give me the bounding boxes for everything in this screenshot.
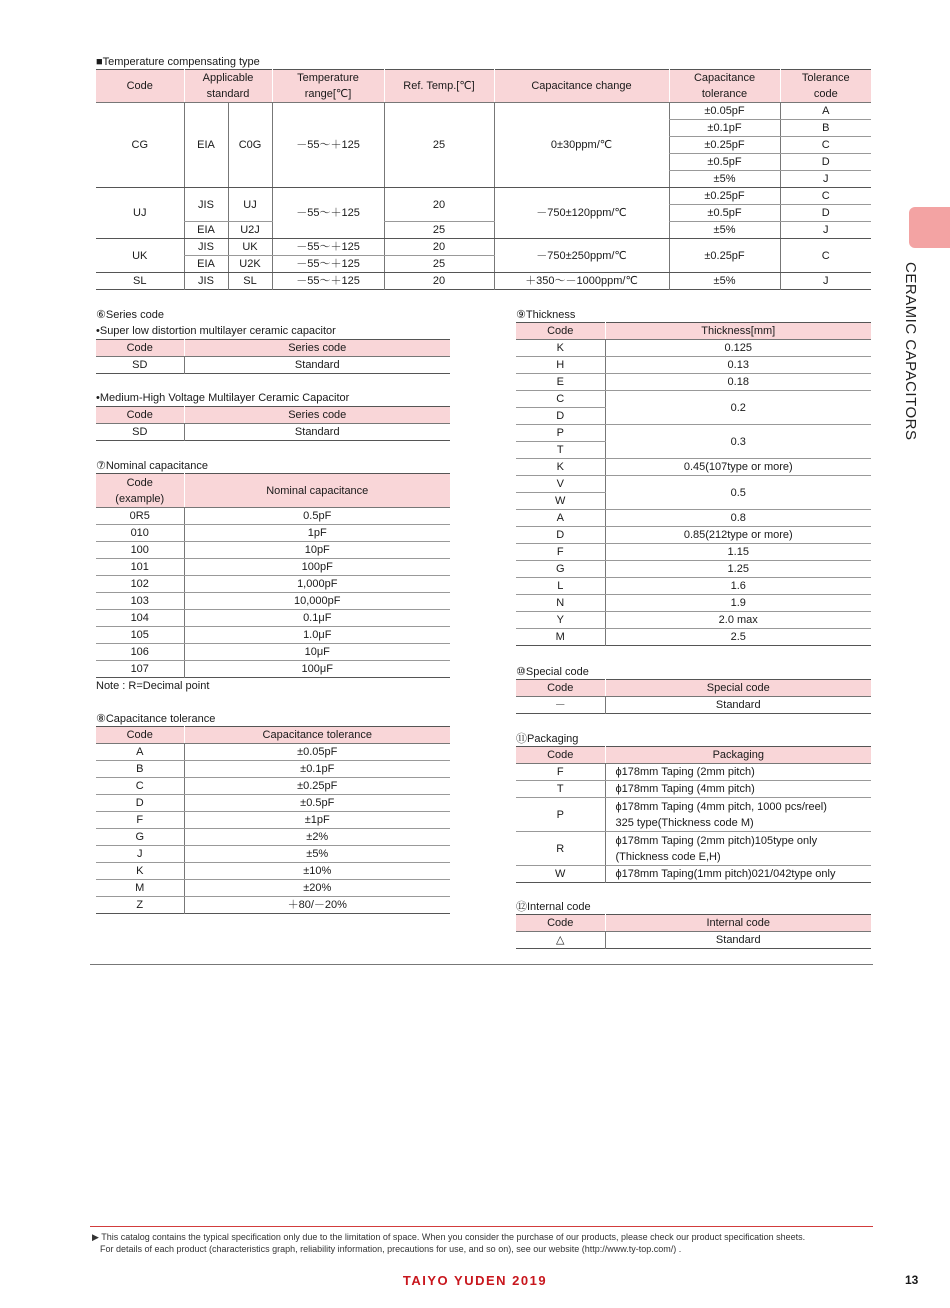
table-row: T	[516, 442, 871, 459]
cap-tolerance-title: ⑧Capacitance tolerance	[96, 713, 216, 725]
table-row: 105 1.0μF	[96, 627, 450, 644]
table-row: 106 10μF	[96, 644, 450, 661]
col-code: Code	[96, 727, 184, 744]
table-row: F ϕ178mm Taping (2mm pitch)	[516, 764, 871, 781]
table-row: P 0.3	[516, 425, 871, 442]
table-row: 103 10,000pF	[96, 593, 450, 610]
table-row: H 0.13	[516, 357, 871, 374]
table-row: K 0.45(107type or more)	[516, 459, 871, 476]
table-row: 100 10pF	[96, 542, 450, 559]
table-row: F ±1pF	[96, 812, 450, 829]
col-thickness: Thickness[mm]	[605, 323, 871, 340]
table-row: G ±2%	[96, 829, 450, 846]
table-row: － Standard	[516, 697, 871, 714]
table-row: 0R5 0.5pF	[96, 508, 450, 525]
table-row: K ±10%	[96, 863, 450, 880]
table-row: CG EIA C0G －55～＋125 25 0±30ppm/℃ ±0.05pF A	[96, 103, 871, 120]
table-row: △ Standard	[516, 932, 871, 949]
col-cap-tolerance: Capacitance tolerance	[669, 70, 780, 103]
table-row: Y 2.0 max	[516, 612, 871, 629]
series-code-table-2	[96, 406, 450, 441]
side-tab	[909, 207, 950, 248]
col-standard: Applicable standard	[184, 70, 272, 103]
table-row: 104 0.1μF	[96, 610, 450, 627]
col-series-code: Series code	[184, 407, 450, 424]
table-row: D	[516, 408, 871, 425]
thickness-table	[516, 322, 871, 646]
table-row: 010 1pF	[96, 525, 450, 542]
table-row: Z ＋80/－20%	[96, 897, 450, 914]
internal-code-table	[516, 914, 871, 949]
table-row: SD Standard	[96, 357, 450, 374]
table-row: J ±5%	[96, 846, 450, 863]
col-series-code: Series code	[184, 340, 450, 357]
col-packaging: Packaging	[605, 747, 871, 764]
table-row: N 1.9	[516, 595, 871, 612]
table-row: EIA U2K －55～＋125 25	[96, 256, 871, 273]
temp-comp-header	[96, 70, 871, 103]
table-row: C 0.2	[516, 391, 871, 408]
series-code-sub2: •Medium-High Voltage Multilayer Ceramic Capacitor	[96, 392, 350, 404]
col-cap-tolerance: Capacitance tolerance	[184, 727, 450, 744]
table-row: UK JIS UK －55～＋125 20 －750±250ppm/℃ ±0.25pF C	[96, 239, 871, 256]
table-row: W	[516, 493, 871, 510]
table-row: A 0.8	[516, 510, 871, 527]
col-code-example: Code (example)	[96, 474, 184, 508]
table-row: ±5% J	[96, 171, 871, 188]
table-row: UJ JIS UJ －55～＋125 20 －750±120ppm/℃ ±0.25pF C	[96, 188, 871, 205]
table-row: G 1.25	[516, 561, 871, 578]
table-row: ±0.1pF B	[96, 120, 871, 137]
table-row: P ϕ178mm Taping (4mm pitch, 1000 pcs/reel) 325 type(Thickness code M)	[516, 798, 871, 832]
col-temp-range: Temperature range[℃]	[272, 70, 384, 103]
table-row: M ±20%	[96, 880, 450, 897]
col-code: Code	[96, 70, 184, 103]
thickness-title: ⑨Thickness	[516, 309, 576, 321]
table-row: ±0.5pF D	[96, 154, 871, 171]
side-label: CERAMIC CAPACITORS	[902, 262, 919, 441]
col-code: Code	[516, 323, 605, 340]
table-row: 107 100μF	[96, 661, 450, 678]
table-row: SD Standard	[96, 424, 450, 441]
table-row: D 0.85(212type or more)	[516, 527, 871, 544]
table-row: F 1.15	[516, 544, 871, 561]
series-code-table-1	[96, 339, 450, 374]
content-divider	[90, 964, 873, 965]
page-number: 13	[905, 1273, 919, 1287]
table-row: B ±0.1pF	[96, 761, 450, 778]
table-row: T ϕ178mm Taping (4mm pitch)	[516, 781, 871, 798]
col-internal-code: Internal code	[605, 915, 871, 932]
special-code-title: ⑩Special code	[516, 666, 589, 678]
special-code-table	[516, 679, 871, 714]
col-ref-temp: Ref. Temp.[℃]	[384, 70, 494, 103]
nominal-cap-table	[96, 473, 450, 678]
table-row: W ϕ178mm Taping(1mm pitch)021/042type only	[516, 866, 871, 883]
footer-note: ▶ This catalog contains the typical specification only due to the limitation of space. When you consider the purchase of our products, please check our product specification sheets. For details of each product (characteristics graph, reliability information, precautions for use, and so on), see our website (http://www.ty-top.com/) .	[92, 1232, 806, 1254]
table-row: M 2.5	[516, 629, 871, 646]
nominal-cap-note: Note : R=Decimal point	[96, 680, 210, 692]
col-code: Code	[516, 747, 605, 764]
internal-code-title: ⑫Internal code	[516, 901, 591, 913]
col-code: Code	[516, 680, 605, 697]
table-row: R ϕ178mm Taping (2mm pitch)105type only (Thickness code E,H)	[516, 832, 871, 866]
table-row: SL JIS SL －55～＋125 20 ＋350～－1000ppm/℃ ±5% J	[96, 273, 871, 290]
cap-tolerance-table	[96, 726, 450, 914]
col-special-code: Special code	[605, 680, 871, 697]
col-code: Code	[96, 407, 184, 424]
temp-comp-title: ■Temperature compensating type	[96, 56, 260, 68]
table-row: V 0.5	[516, 476, 871, 493]
table-row: EIA U2J 25 ±5% J	[96, 222, 871, 239]
brand-logo-text: TAIYO YUDEN 2019	[402, 1273, 548, 1288]
table-row: L 1.6	[516, 578, 871, 595]
nominal-cap-title: ⑦Nominal capacitance	[96, 460, 208, 472]
packaging-table	[516, 746, 871, 883]
col-code: Code	[96, 340, 184, 357]
col-code: Code	[516, 915, 605, 932]
packaging-title: ⑪Packaging	[516, 733, 579, 745]
col-nominal-capacitance: Nominal capacitance	[184, 474, 450, 508]
table-row: 101 100pF	[96, 559, 450, 576]
table-row: A ±0.05pF	[96, 744, 450, 761]
series-code-title: ⑥Series code	[96, 309, 164, 321]
table-row: ±0.5pF D	[96, 205, 871, 222]
table-row: D ±0.5pF	[96, 795, 450, 812]
table-row: 102 1,000pF	[96, 576, 450, 593]
table-row: ±0.25pF C	[96, 137, 871, 154]
col-cap-change: Capacitance change	[494, 70, 669, 103]
series-code-sub1: •Super low distortion multilayer ceramic capacitor	[96, 325, 336, 337]
table-row: E 0.18	[516, 374, 871, 391]
temp-comp-table	[96, 69, 871, 290]
col-tolerance-code: Tolerance code	[780, 70, 871, 103]
footer-rule	[90, 1226, 873, 1227]
table-row: K 0.125	[516, 340, 871, 357]
table-row: C ±0.25pF	[96, 778, 450, 795]
